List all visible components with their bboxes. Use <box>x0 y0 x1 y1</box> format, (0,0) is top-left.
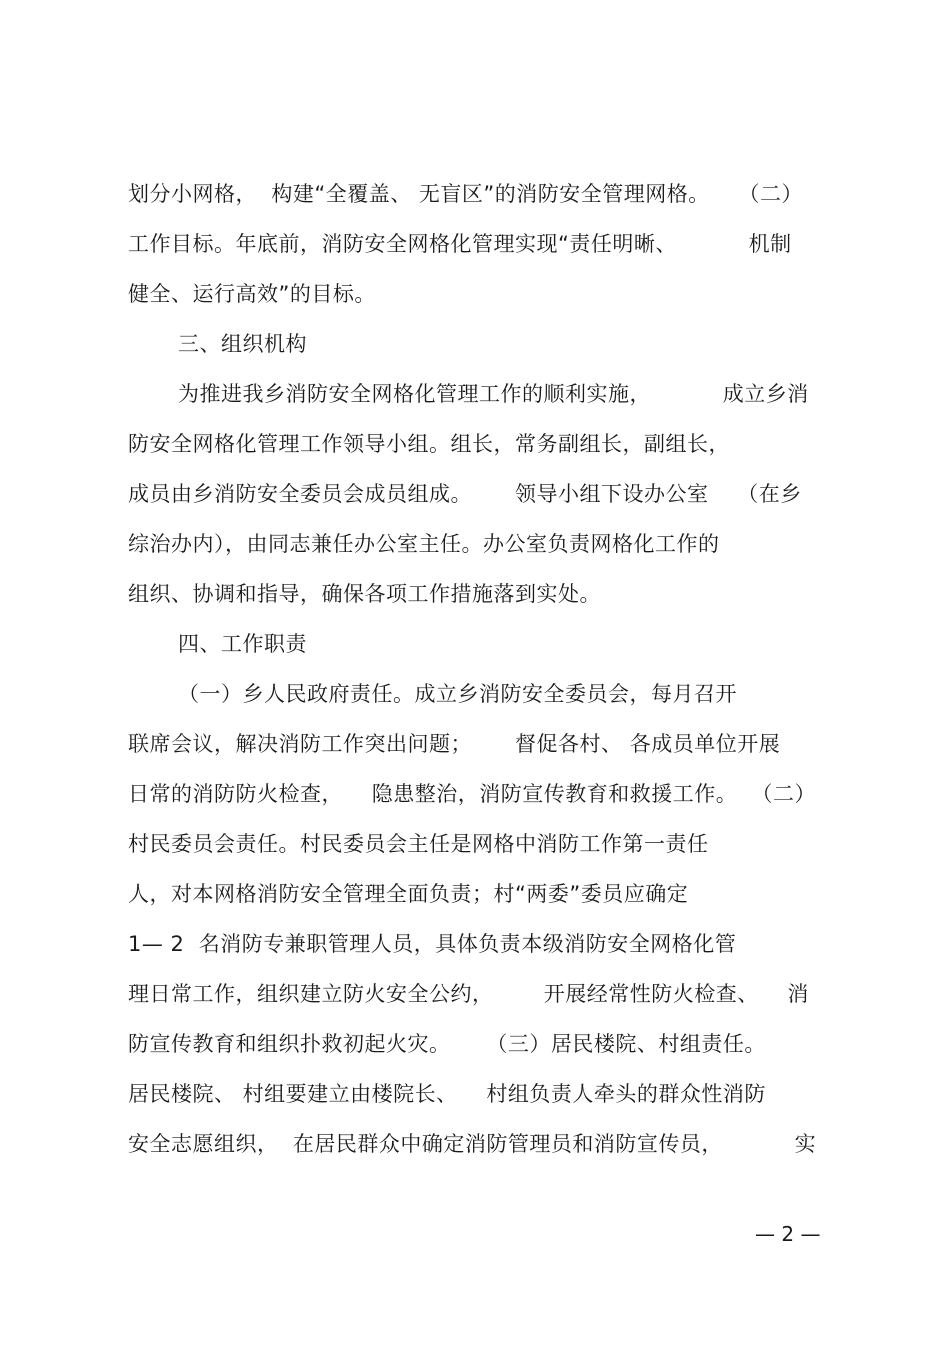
body-text-line: 工作目标。年底前，消防安全网格化管理实现“责任明晰、 机制 <box>128 232 792 256</box>
body-text-line: 日常的消防防火检查， 隐患整治，消防宣传教育和救援工作。 （二） <box>128 782 817 806</box>
body-text-line: 综治办内），由同志兼任办公室主任。办公室负责网格化工作的 <box>128 532 720 556</box>
body-text-line: 村民委员会责任。村民委员会主任是网格中消防工作第一责任 <box>128 832 709 856</box>
body-text-line: 防宣传教育和组织扑救初起火灾。 （三）居民楼院、村组责任。 <box>128 1032 766 1056</box>
body-text-line: 为推进我乡消防安全网格化管理工作的顺利实施， 成立乡消 <box>178 382 809 406</box>
page-number: — 2 — <box>755 1222 821 1246</box>
body-text-line: 组织、协调和指导，确保各项工作措施落到实处。 <box>128 582 601 606</box>
body-text-line: 联席会议，解决消防工作突出问题； 督促各村、 各成员单位开展 <box>128 732 781 756</box>
body-text-line: 理日常工作，组织建立防火安全公约， 开展经常性防火检查、 消 <box>128 982 809 1006</box>
body-text-line: 防安全网格化管理工作领导小组。组长，常务副组长，副组长， <box>128 432 730 456</box>
body-text-line: 人，对本网格消防安全管理全面负责；村“两委”委员应确定 <box>128 882 689 906</box>
body-text-line: （一）乡人民政府责任。成立乡消防安全委员会，每月召开 <box>178 682 737 706</box>
body-text-line: 成员由乡消防安全委员会成员组成。 领导小组下设办公室 （在乡 <box>128 482 802 506</box>
body-text-line: 健全、运行高效”的目标。 <box>128 282 376 306</box>
body-text-line: 安全志愿组织， 在居民群众中确定消防管理员和消防宣传员， 实 <box>128 1132 817 1156</box>
body-text-line: 划分小网格， 构建“全覆盖、 无盲区”的消防安全管理网格。 （二） <box>128 182 803 206</box>
body-text-line: 居民楼院、 村组要建立由楼院长、 村组负责人牵头的群众性消防 <box>128 1082 766 1106</box>
body-text-line: 1— 2 名消防专兼职管理人员，具体负责本级消防安全网格化管 <box>128 932 737 956</box>
section-heading: 三、组织机构 <box>178 332 307 356</box>
section-heading: 四、工作职责 <box>178 632 307 656</box>
